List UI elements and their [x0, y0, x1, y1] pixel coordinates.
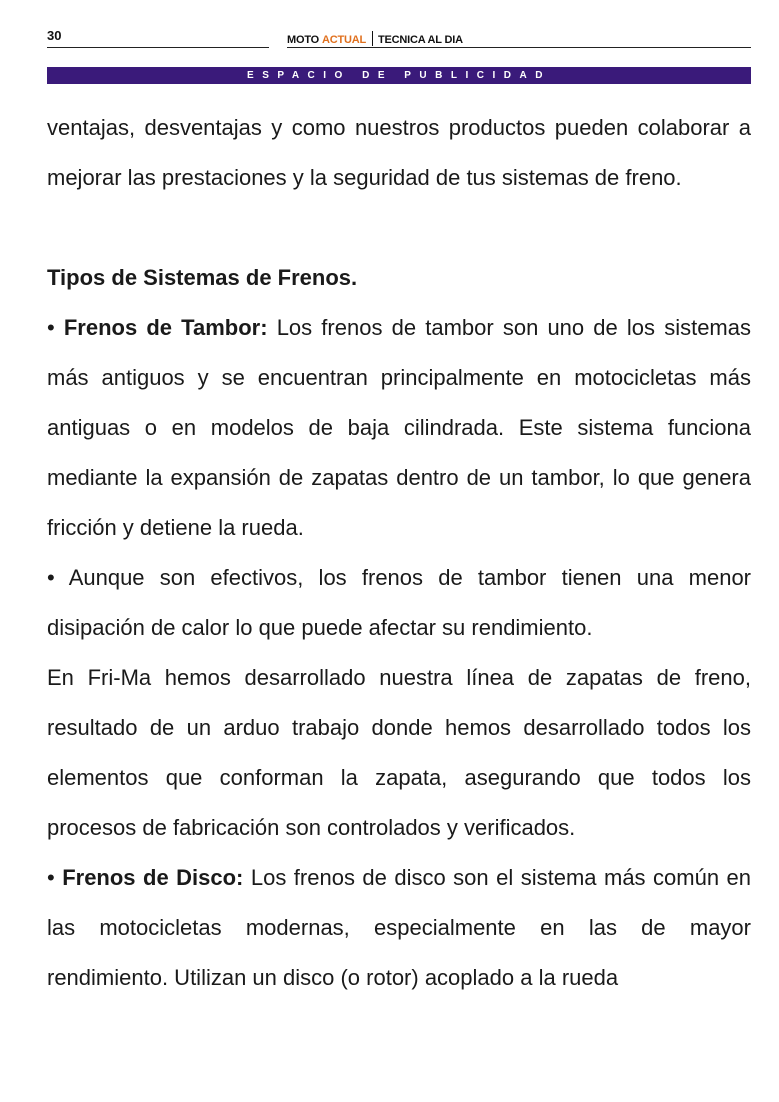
disc-brakes-text: Los frenos de disco son el sistema más común en las motocicletas modernas, especialmente en las de mayor rendimiento. Utilizan un disco (o rotor) acoplado a la rueda	[47, 865, 751, 990]
disc-brakes-title: Frenos de Disco:	[62, 865, 244, 890]
drum-brakes-text: Los frenos de tambor son uno de los sistemas más antiguos y se encuentran principalmente en motocicletas más antiguas o en modelos de baja cilindrada. Este sistema funciona mediante la expansión de zapatas dentro de un tambor, lo que genera fricción y detiene la rueda.	[47, 315, 751, 540]
masthead-separator	[372, 31, 373, 46]
frima-paragraph: En Fri-Ma hemos desarrollado nuestra línea de zapatas de freno, resultado de un arduo trabajo donde hemos desarrollado todos los elementos que conforman la zapata, asegurando que todos los procesos de fabricación son controlados y verificados.	[47, 665, 751, 840]
drum-brakes-paragraph	[47, 303, 751, 553]
header-rule-left	[47, 47, 269, 48]
page-header	[47, 28, 751, 50]
page-number: 30	[47, 28, 62, 43]
masthead-actual: ACTUAL	[322, 34, 367, 46]
disc-brakes-paragraph	[47, 853, 751, 1003]
bullet: •	[47, 865, 63, 890]
masthead-moto: MOTO	[287, 34, 319, 46]
masthead	[287, 31, 463, 46]
bullet: •	[47, 315, 64, 340]
paragraph-gap	[47, 203, 751, 253]
intro-paragraph: ventajas, desventajas y como nuestros productos pueden colaborar a mejorar las prestaciones y la seguridad de tus sistemas de freno.	[47, 115, 751, 190]
section-heading: Tipos de Sistemas de Frenos.	[47, 265, 358, 290]
advertising-banner: ESPACIO DE PUBLICIDAD	[47, 67, 751, 84]
drum-brakes-note: • Aunque son efectivos, los frenos de tambor tienen una menor disipación de calor lo que puede afectar su rendimiento.	[47, 565, 751, 640]
header-rule-right	[287, 47, 751, 48]
article-body	[47, 103, 751, 1003]
drum-brakes-title: Frenos de Tambor:	[63, 315, 268, 340]
masthead-section: TECNICA AL DIA	[378, 34, 463, 46]
